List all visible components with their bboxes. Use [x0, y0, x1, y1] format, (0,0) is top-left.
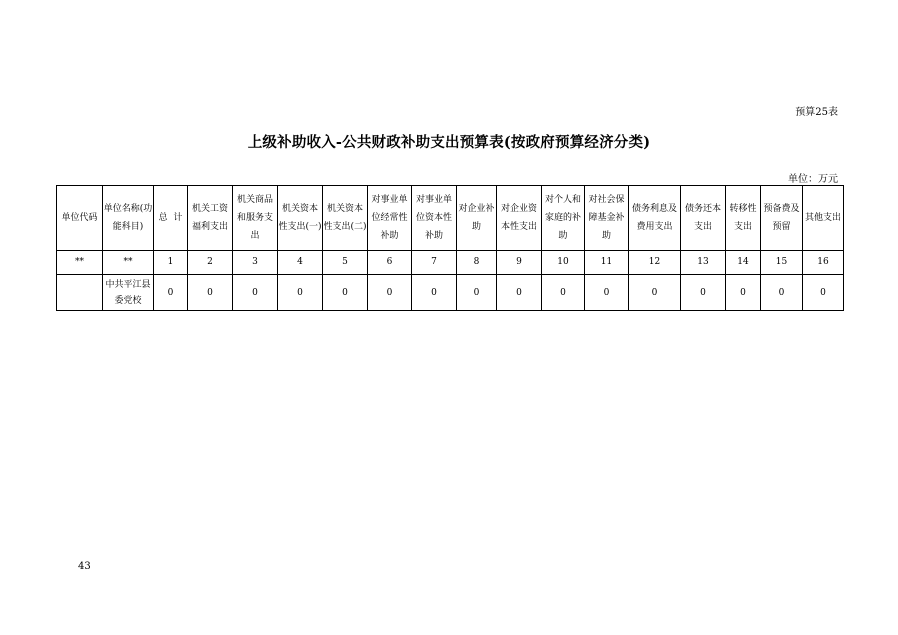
header-inst-capital: 对事业单位资本性补助 — [412, 186, 457, 251]
form-number: 预算25表 — [795, 107, 838, 118]
table-cell: 0 — [761, 275, 803, 311]
table-cell: 0 — [585, 275, 629, 311]
header-debt-interest: 债务利息及费用支出 — [629, 186, 681, 251]
page-title: 上级补助收入-公共财政补助支出预算表(按政府预算经济分类) — [247, 134, 651, 151]
table-cell: ** — [103, 251, 154, 275]
header-household-subsidy: 对个人和家庭的补助 — [542, 186, 585, 251]
table-cell: 8 — [457, 251, 497, 275]
table-cell: 13 — [681, 251, 726, 275]
header-unit-code: 单位代码 — [57, 186, 103, 251]
table-cell: 0 — [188, 275, 233, 311]
header-transfer: 转移性支出 — [726, 186, 761, 251]
table-cell: 10 — [542, 251, 585, 275]
header-enterprise-subsidy: 对企业补助 — [457, 186, 497, 251]
table-cell: 0 — [233, 275, 278, 311]
unit-label: 单位：万元 — [788, 174, 838, 185]
table-cell: 14 — [726, 251, 761, 275]
header-capital-2: 机关资本性支出(二) — [323, 186, 368, 251]
table-cell: 3 — [233, 251, 278, 275]
header-goods-services: 机关商品和服务支出 — [233, 186, 278, 251]
table-cell: 0 — [542, 275, 585, 311]
header-unit-name: 单位名称(功能科目) — [103, 186, 154, 251]
table-cell: 0 — [323, 275, 368, 311]
table-cell: 9 — [497, 251, 542, 275]
header-social-security: 对社会保障基金补助 — [585, 186, 629, 251]
table-cell: 0 — [368, 275, 412, 311]
table-cell: 1 — [154, 251, 188, 275]
table-cell: 0 — [278, 275, 323, 311]
header-enterprise-capital: 对企业资本性支出 — [497, 186, 542, 251]
header-capital-1: 机关资本性支出(一) — [278, 186, 323, 251]
table-cell: 中共平江县委党校 — [103, 275, 154, 311]
header-other: 其他支出 — [803, 186, 844, 251]
header-debt-principal: 债务还本支出 — [681, 186, 726, 251]
index-row — [57, 251, 844, 275]
header-inst-recurrent: 对事业单位经常性补助 — [368, 186, 412, 251]
table-row — [57, 275, 844, 311]
header-reserve: 预备费及预留 — [761, 186, 803, 251]
header-total: 总 计 — [154, 186, 188, 251]
table-cell: 7 — [412, 251, 457, 275]
table-cell: ** — [57, 251, 103, 275]
table-cell: 15 — [761, 251, 803, 275]
table-cell: 6 — [368, 251, 412, 275]
page-number: 43 — [78, 561, 91, 572]
table-cell — [57, 275, 103, 311]
header-row — [57, 186, 844, 251]
table-cell: 5 — [323, 251, 368, 275]
table-cell: 11 — [585, 251, 629, 275]
table-cell: 0 — [681, 275, 726, 311]
budget-table — [56, 185, 844, 311]
header-wage-welfare: 机关工资福利支出 — [188, 186, 233, 251]
table-cell: 12 — [629, 251, 681, 275]
table-cell: 0 — [629, 275, 681, 311]
table-cell: 0 — [497, 275, 542, 311]
table-cell: 0 — [457, 275, 497, 311]
table-cell: 0 — [803, 275, 844, 311]
table-cell: 0 — [412, 275, 457, 311]
table-cell: 0 — [154, 275, 188, 311]
table-cell: 0 — [726, 275, 761, 311]
table-cell: 4 — [278, 251, 323, 275]
table-cell: 16 — [803, 251, 844, 275]
table-cell: 2 — [188, 251, 233, 275]
